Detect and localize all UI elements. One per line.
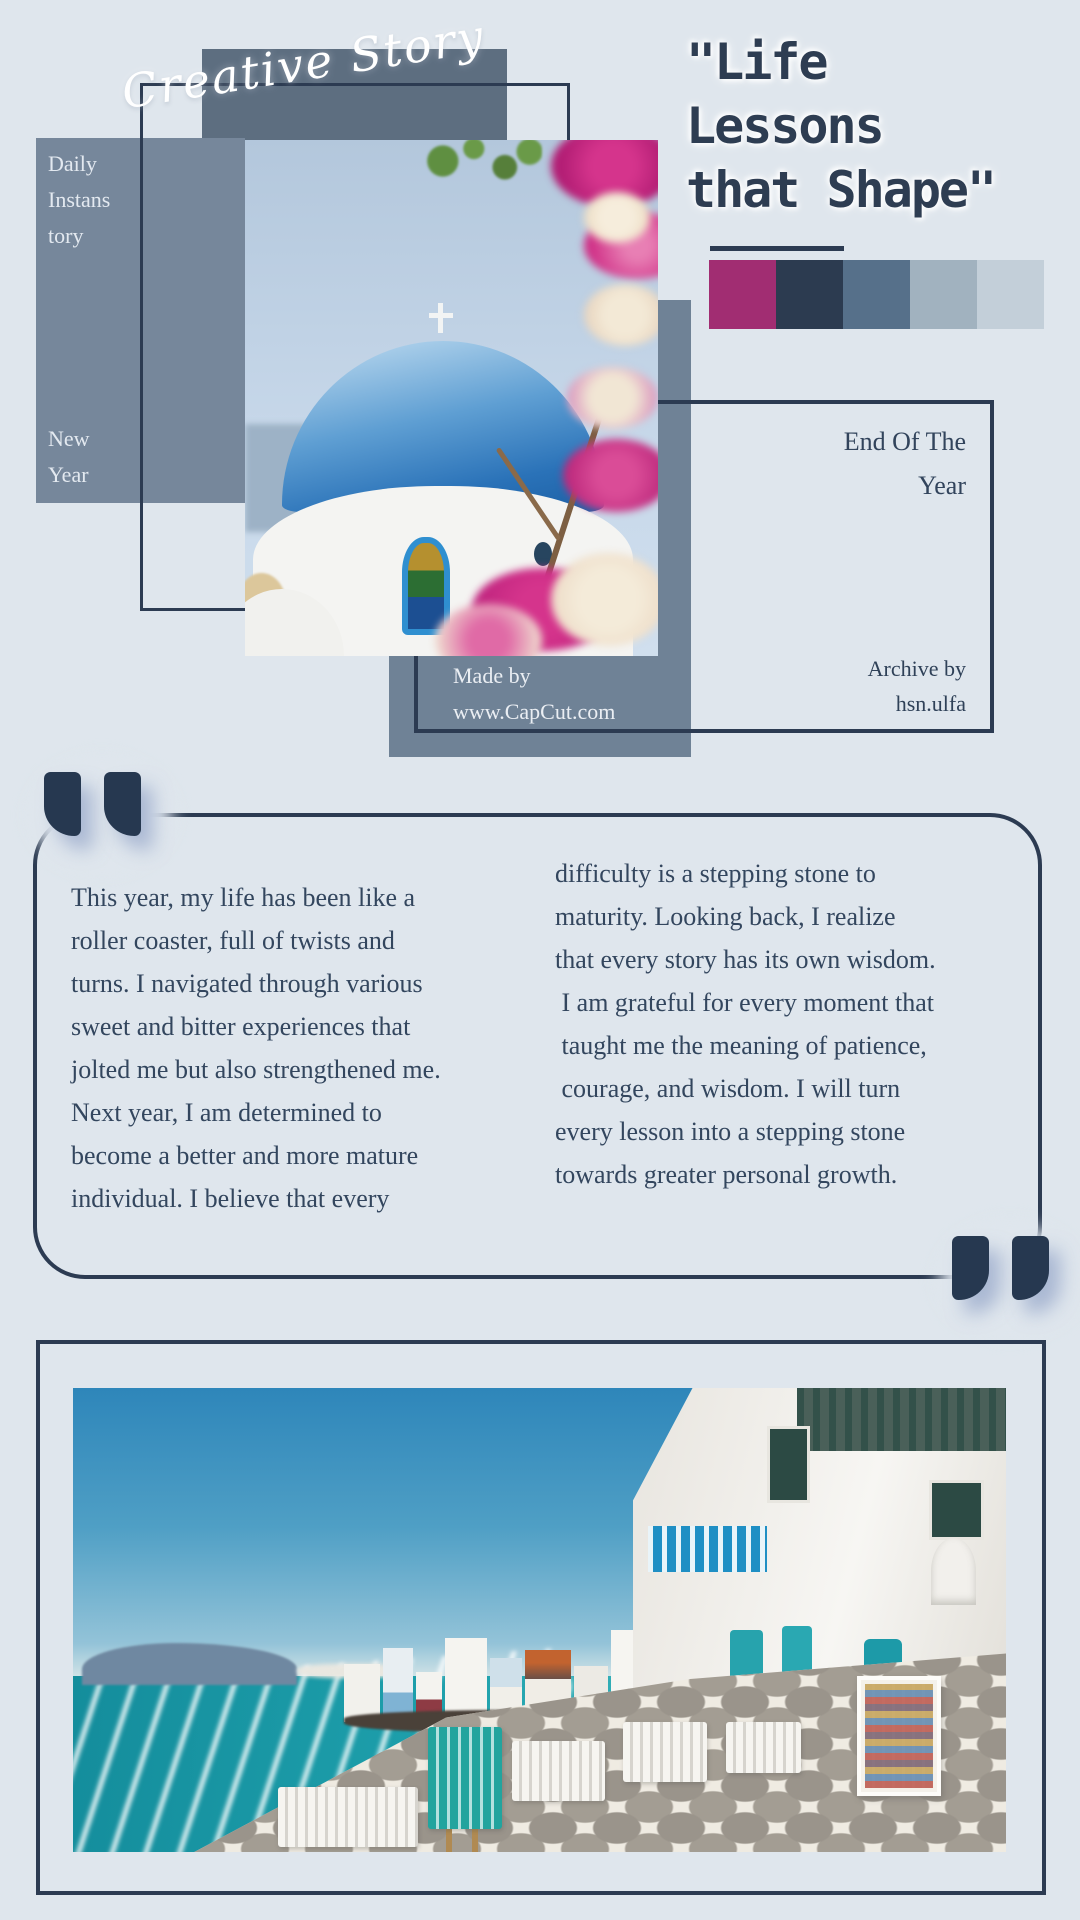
teal-chair [428, 1727, 503, 1829]
blue-balcony [648, 1526, 767, 1572]
palette-swatch [910, 260, 977, 329]
house [445, 1638, 487, 1722]
close-quote-icon [946, 1226, 1076, 1326]
cross-icon [429, 313, 453, 318]
white-flower-cluster [584, 284, 658, 346]
dark-balcony [797, 1388, 1006, 1451]
daily-instanstory-label: Daily Instans tory [48, 151, 111, 248]
creative-story-script: Creative Story [118, 8, 489, 120]
title-underline [710, 246, 844, 251]
color-palette [709, 260, 1044, 329]
end-of-year-label: End Of The Year [843, 427, 966, 500]
arch-niche [931, 1538, 976, 1605]
leaves [418, 140, 542, 192]
quote-text-right: difficulty is a stepping stone to maturity. Looking back, I realize that every story has its own wisdom. I am grateful for every moment that taught me the meaning of patience, courage, and wisdom. I will turn every lesson into a stepping stone towards greater personal growth. [555, 859, 936, 1189]
white-table [278, 1787, 418, 1847]
open-quote-icon [38, 762, 168, 862]
window [929, 1480, 984, 1540]
archive-handle: hsn.ulfa [895, 691, 966, 716]
white-bench [512, 1741, 605, 1801]
palette-swatch [843, 260, 910, 329]
church-photo [245, 140, 658, 656]
palette-swatch [776, 260, 843, 329]
mountain-silhouette [82, 1643, 297, 1685]
photo-display-board [857, 1676, 941, 1797]
bougainvillea-cluster [563, 439, 658, 511]
photo-grid [865, 1684, 933, 1789]
new-year-label: New Year [48, 426, 90, 487]
white-flower-cluster [567, 367, 658, 429]
palette-swatch [977, 260, 1044, 329]
archive-credit [868, 651, 966, 721]
white-flower-cluster [551, 553, 658, 646]
palette-swatch [709, 260, 776, 329]
window [767, 1426, 810, 1503]
white-chair [623, 1722, 707, 1782]
made-by-site: www.CapCut.com [453, 699, 616, 724]
quote-text-left: This year, my life has been like a roller coaster, full of twists and turns. I navigated through various sweet and bitter experiences that jolted me but also strengthened me. Next year, I am determined to become a better and more mature individual. I believe that every [71, 883, 441, 1213]
made-by-label: Made by [453, 663, 531, 688]
white-flower-cluster [584, 192, 650, 244]
page-title: "Life Lessons that Shape" [686, 33, 996, 219]
seaside-town-photo [73, 1388, 1006, 1852]
white-chair [726, 1722, 801, 1773]
archive-label: Archive by [867, 656, 966, 681]
